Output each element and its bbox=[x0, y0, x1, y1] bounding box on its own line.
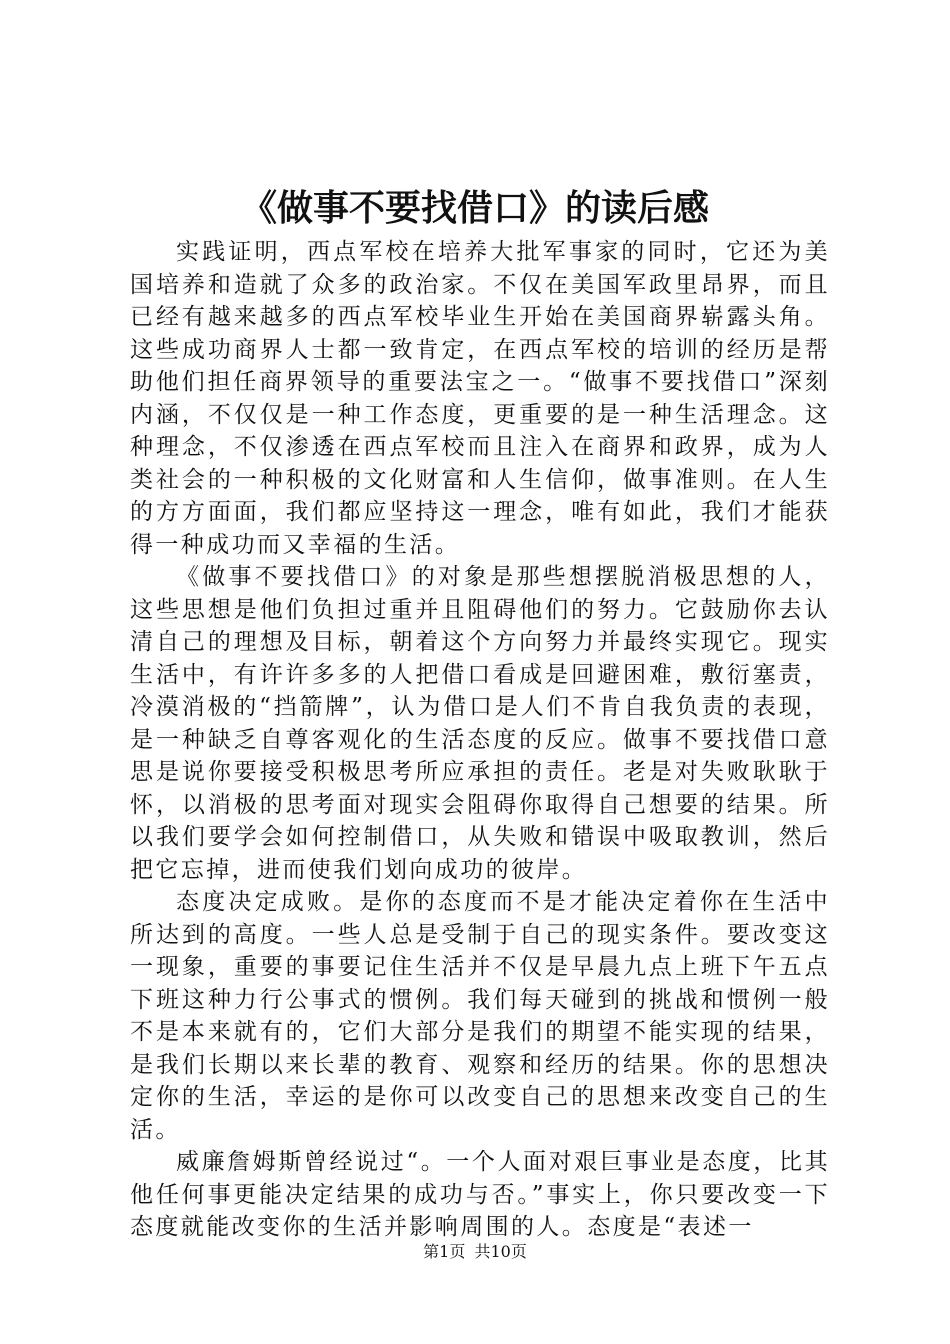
page-title: 《做事不要找借口》的读后感 bbox=[240, 187, 709, 229]
document-body bbox=[130, 236, 830, 1244]
page-total: 共10页 bbox=[474, 1242, 527, 1261]
paragraph-2: 《做事不要找借口》的对象是那些想摆脱消极思想的人，这些思想是他们负担过重并且阻碍他们的努力。它鼓励你去认清自己的理想及目标，朝着这个方向努力并最终实现它。现实生活中，有许许多多的人把借口看成是回避困难，敷衍塞责，冷漠消极的“挡箭牌”，认为借口是人们不肯自我负责的表现，是一种缺乏自尊客观化的生活态度的反应。做事不要找借口意思是说你要接受积极思考所应承担的责任。老是对失败耿耿于怀，以消极的思考面对现实会阻碍你取得自己想要的结果。所以我们要学会如何控制借口，从失败和错误中吸取教训，然后把它忘掉，进而使我们划向成功的彼岸。 bbox=[130, 564, 830, 883]
page-number: 第1页 bbox=[423, 1242, 466, 1261]
paragraph-4: 威廉詹姆斯曾经说过“。一个人面对艰巨事业是态度，比其他任何事更能决定结果的成功与否。”事实上，你只要改变一下态度就能改变你的生活并影响周围的人。态度是“表述一 bbox=[130, 1149, 830, 1240]
page-footer bbox=[0, 1241, 950, 1263]
paragraph-3: 态度决定成败。是你的态度而不是才能决定着你在生活中所达到的高度。一些人总是受制于自己的现实条件。要改变这一现象，重要的事要记住生活并不仅是早晨九点上班下午五点下班这种力行公事式的惯例。我们每天碰到的挑战和惯例一般不是本来就有的，它们大部分是我们的期望不能实现的结果，是我们长期以来长辈的教育、观察和经历的结果。你的思想决定你的生活，幸运的是你可以改变自己的思想来改变自己的生活。 bbox=[130, 889, 830, 1143]
paragraph-1: 实践证明，西点军校在培养大批军事家的同时，它还为美国培养和造就了众多的政治家。不仅在美国军政里昂界，而且已经有越来越多的西点军校毕业生开始在美国商界崭露头角。这些成功商界人士都一致肯定，在西点军校的培训的经历是帮助他们担任商界领导的重要法宝之一。“做事不要找借口”深刻内涵，不仅仅是一种工作态度，更重要的是一种生活理念。这种理念，不仅渗透在西点军校而且注入在商界和政界，成为人类社会的一种积极的文化财富和人生信仰，做事准则。在人生的方方面面，我们都应坚持这一理念，唯有如此，我们才能获得一种成功而又幸福的生活。 bbox=[130, 239, 830, 558]
